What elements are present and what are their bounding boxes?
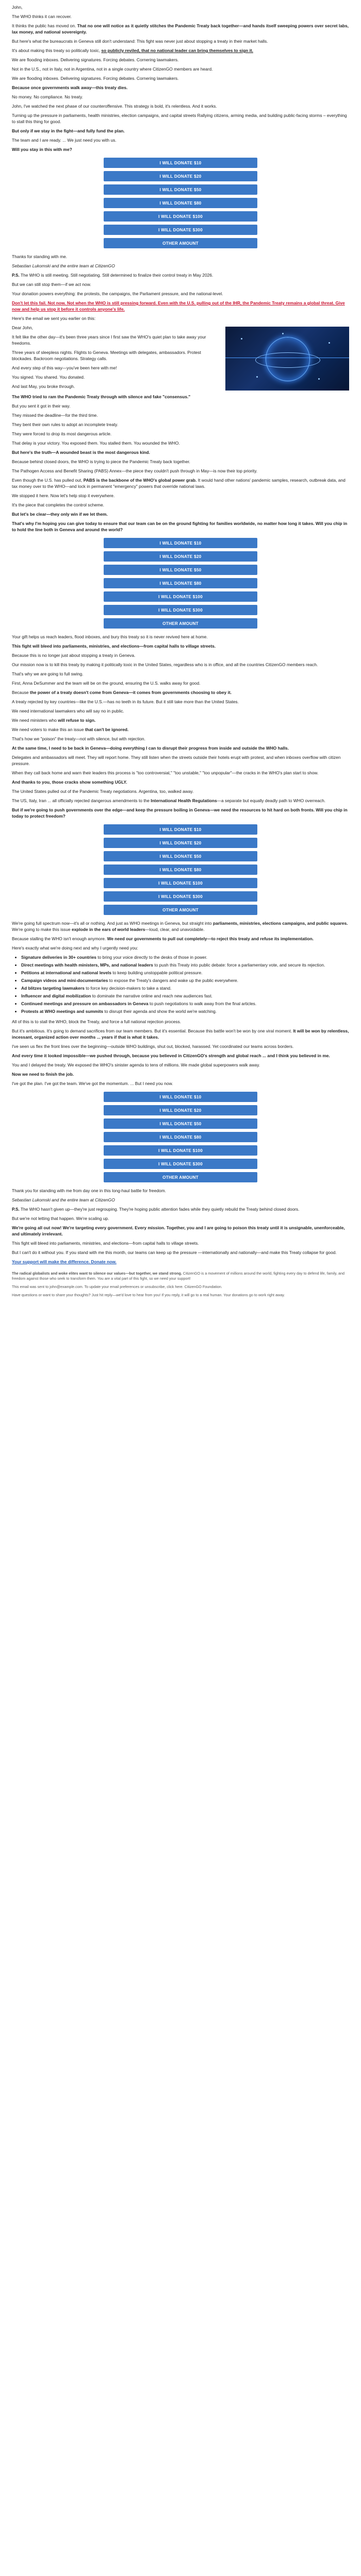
plan-paragraph: All of this is to stall the WHO, block the Treaty, and force a full national rejection process. [12,1019,182,1024]
mid-paragraph: That's why we are going to full swing. [12,671,84,676]
donate-20-button[interactable]: I WILL DONATE $20 [104,838,257,848]
intro-paragraph: The team and I are ready. ... We just need you with us. [12,138,117,143]
donate-100-button[interactable]: I WILL DONATE $100 [104,211,257,222]
donate-80-button[interactable]: I WILL DONATE $80 [104,865,257,875]
plan-paragraph: You and I delayed the treaty. We exposed the WHO's sinister agenda to tens of millions. We made global superpowers walk away. [12,1062,260,1067]
intro-paragraph: We are flooding inboxes. Delivering signatures. Forcing debates. Cornering lawmakers. [12,76,179,81]
thanks-line: Thank you for standing with me from day one in this long-haul battle for freedom. [12,1188,166,1193]
mid-paragraph: We need international lawmakers who will say no in public. [12,708,124,714]
intro-paragraph: It's about making this treaty so politically toxic, so publicly reviled, that no national leader can bring themselves to sign it. [12,48,253,53]
donate-50-button[interactable]: I WILL DONATE $50 [104,1118,257,1129]
intro-paragraph: No money. No compliance. No treaty. [12,94,83,99]
donate-other-button[interactable]: OTHER AMOUNT [104,238,257,248]
intro-paragraph: Turning up the pressure in parliaments, health ministries, election campaigns, and capital streets Rallying citizens, arming media, and building public-facing storms – everything to stall this thing for good. [12,113,347,124]
letter-paragraph: Because behind closed doors, the WHO is trying to piece the Pandemic Treaty back together. [12,459,190,464]
mid-paragraph: That's how we "poison" the treaty—not with silence, but with rejection. [12,736,145,741]
postscript-emphasis: We're going all out now! We're targeting every government. Every mission. Together, you and I are going to poison this treaty until it is unsignable, unenforceable, and ultimately irrelevant. [12,1225,345,1236]
greeting: John, [12,5,23,10]
list-item: • Continued meetings and pressure on ambassadors in Geneva to push negotiations to walk away from the final articles. [21,1001,349,1007]
letter-emphasis: But here's the truth—A wounded beast is the most dangerous kind. [12,450,150,455]
mid-emphasis: And thanks to you, those cracks show something UGLY. [12,779,127,785]
letter-emphasis: That's why I'm hoping you can give today to ensure that our team can be on the ground fighting for families worldwide, no matter how long it takes. Will you chip in to hold the line both in Geneva and around the world? [12,521,348,532]
footer-unsubscribe[interactable]: This email was sent to john@example.com. To update your email preferences or unsubscribe, click here. CitizenGO Foundation. [12,1284,222,1289]
signature: Sebastian Lukomski and the entire team at CitizenGO [12,263,115,268]
donate-50-button[interactable]: I WILL DONATE $50 [104,184,257,195]
donate-100-button[interactable]: I WILL DONATE $100 [104,1145,257,1156]
donate-100-button[interactable]: I WILL DONATE $100 [104,591,257,602]
letter-paragraph: Three years of sleepless nights. Flights to Geneva. Meetings with delegates, ambassadors. Protest blockades. Backroom negotiations. Strategy calls. [12,350,201,361]
intro-paragraph: Not in the U.S., not in Italy, not in Argentina, not in a single country where CitizenGO members are heard. [12,66,213,72]
donate-20-button[interactable]: I WILL DONATE $20 [104,1105,257,1115]
postscript-line: Your donation powers everything: the protests, the campaigns, the Parliament pressure, and the national-level. [12,291,223,296]
letter-paragraph: But you sent it got in their way. [12,403,71,409]
mid-paragraph: Because this is no longer just about stopping a treaty in Geneva. [12,653,136,658]
email-body [12,0,349,1298]
letter-paragraph: The Pathogen Access and Benefit Sharing (PABS) Annex—the piece they couldn't push through in May—is now their top priority. [12,468,258,473]
donate-10-button[interactable]: I WILL DONATE $10 [104,1092,257,1102]
donate-300-button[interactable]: I WILL DONATE $300 [104,1159,257,1169]
donate-300-button[interactable]: I WILL DONATE $300 [104,891,257,902]
mid-paragraph: A treaty rejected by key countries—like the U.S.—has no teeth in its future. But it still take more than the United States. [12,699,239,704]
intro-emphasis: But only if we stay in the fight—and fully fund the plan. [12,128,125,133]
letter-paragraph: It felt like the other day—it's been three years since I first saw the WHO's quiet plan to take away your freedoms. [12,334,206,346]
donation-buttons [12,824,349,915]
donate-300-button[interactable]: I WILL DONATE $300 [104,605,257,615]
list-item: • Protests at WHO meetings and summits to disrupt their agenda and show the world we're watching. [21,1008,349,1014]
plan-paragraph: I've got the plan. I've got the team. We've got the momentum. ... But I need you now. [12,1081,173,1086]
globe-hero-image [225,327,349,391]
donate-other-button[interactable]: OTHER AMOUNT [104,618,257,629]
mid-paragraph: Delegates and ambassadors will meet. They will report home. They still listen when the streets outside their hotels erupt with protest, and when inboxes overflow with citizen pressure. [12,755,341,766]
donate-other-button[interactable]: OTHER AMOUNT [104,905,257,915]
donate-100-button[interactable]: I WILL DONATE $100 [104,878,257,888]
postscript-line: But I can't do it without you. If you stand with me this month, our teams can keep up the pressure —internationally and nationally—and make this Treaty collapse for good. [12,1250,337,1255]
letter-paragraph: That delay is your victory. You exposed them. You stalled them. You wounded the WHO. [12,440,180,446]
mid-paragraph: Because the power of a treaty doesn't come from Geneva—it comes from governments choosing to obey it. [12,690,232,695]
mid-paragraph: We need voters to make this an issue that can't be ignored. [12,727,129,732]
plan-emphasis: Now we need to finish the job. [12,1072,74,1077]
letter-paragraph: Even though the U.S. has pulled out, PABS is the backbone of the WHO's global power grab. It would hand other nations' pandemic samples, research, outbreak data, and tax money over to the WHO—and lock in permanent "emergency" powers that override national laws. [12,478,346,489]
donate-20-button[interactable]: I WILL DONATE $20 [104,171,257,181]
donate-10-button[interactable]: I WILL DONATE $10 [104,824,257,835]
intro-paragraph: It thinks the public has moved on. That no one will notice as it quietly stitches the Pandemic Treaty back together—and hands itself sweeping powers over secret labs, lax money, and national sovereignty. [12,23,349,35]
donate-20-button[interactable]: I WILL DONATE $20 [104,551,257,562]
postscript-line: But we can still stop them—if we act now. [12,282,91,287]
donate-other-button[interactable]: OTHER AMOUNT [104,1172,257,1182]
donate-80-button[interactable]: I WILL DONATE $80 [104,578,257,588]
list-item: • Ad blitzes targeting lawmakers to force key decision-makers to take a stand. [21,985,349,991]
postscript-line: This fight will bleed into parliaments, ministries, and elections—from capital halls to village streets. [12,1241,199,1246]
donate-50-button[interactable]: I WILL DONATE $50 [104,565,257,575]
donation-buttons [12,158,349,248]
letter-paragraph: And last May, you broke through. [12,384,75,389]
list-item: • Petitions at international and national levels to keep building unstoppable political pressure. [21,970,349,976]
mid-paragraph: When they call back home and warn their leaders this process is "too controversial," "too unstable," "too unpopular"—the cracks in the WHO's plan start to show. [12,770,319,775]
mid-emphasis: At the same time, I need to be back in Geneva—doing everything I can to disrupt their progress from inside and outside the WHO halls. [12,745,289,751]
earlier-email-note: Here's the email we sent you earlier on this: [12,316,96,321]
postscript: P.S. The WHO is still meeting. Still negotiating. Still determined to finalize their control treaty in May 2026. [12,273,214,278]
action-plan-list [21,954,349,1014]
urgent-donate-link[interactable]: Don't let this fail. Not now. Not when the WHO is still pressing forward. Even with the U.S. pulling out of the IHR, the Pandemic Treaty remains a global threat. Give now and help us stop it before it controls anyone's life. [12,300,345,312]
letter-paragraph: They were forced to drop its most dangerous article. [12,431,112,436]
postscript-line: But we're not letting that happen. We're scaling up. [12,1216,109,1221]
letter-paragraph: We stopped it here. Now let's help stop it everywhere. [12,493,115,498]
mid-emphasis: But if we're going to push governments over the edge—and keep the pressure boiling in Geneva—we need the resources to hit hard on both fronts. Will you chip in today to protect freedom? [12,807,348,819]
donation-ask: Will you stay in this with me? [12,147,72,152]
mid-paragraph: First, Anna DeSummer and the team will be on the ground, ensuring the U.S. walks away for good. [12,681,201,686]
intro-paragraph: John, I've watched the next phase of our counteroffensive. This strategy is bold, it's relentless. And it works. [12,104,217,109]
list-item: • Campaign videos and mini-documentaries to expose the Treaty's dangers and wake up the public everywhere. [21,977,349,984]
list-item: • Direct meetings with health ministers, MPs, and national leaders to push this Treaty into public debate: force a parliamentary vote, and secure its rejection. [21,962,349,968]
list-item: • Signature deliveries in 30+ countries to bring your voice directly to the desks of those in power. [21,954,349,960]
letter-emphasis: The WHO tried to ram the Pandemic Treaty through with silence and fake "consensus." [12,394,191,399]
letter-paragraph: You signed. You shared. You donated. [12,375,85,380]
donation-buttons [12,538,349,629]
letter-paragraph: They bent their own rules to adopt an incomplete treaty. [12,422,119,427]
donate-50-button[interactable]: I WILL DONATE $50 [104,851,257,861]
donate-80-button[interactable]: I WILL DONATE $80 [104,198,257,208]
donate-10-button[interactable]: I WILL DONATE $10 [104,538,257,548]
signature: Sebastian Lukomski and the entire team at CitizenGO [12,1197,115,1202]
postscript: P.S. The WHO hasn't given up—they're just regrouping. They're hoping public attention fades while they quietly rebuild the Treaty behind closed doors. [12,1207,300,1212]
letter-paragraph: And every step of this way—you've been here with me! [12,365,117,370]
donation-buttons [12,1092,349,1182]
letter-paragraph: They missed the deadline—for the third time. [12,413,98,418]
donate-300-button[interactable]: I WILL DONATE $300 [104,225,257,235]
intro-paragraph: But here's what the bureaucrats in Geneva still don't understand: This fight was never just about stopping a treaty in their market halls. [12,39,268,44]
mid-paragraph: Your gift helps us reach leaders, flood inboxes, and bury this treaty so it is never revived here at home. [12,634,208,639]
thanks-line: Thanks for standing with me. [12,254,68,259]
letter-paragraph: It's the piece that completes the control scheme. [12,502,104,507]
letter-emphasis: But let's be clear—they only win if we let them. [12,512,108,517]
donate-10-button[interactable]: I WILL DONATE $10 [104,158,257,168]
mid-emphasis: This fight will bleed into parliaments, ministries, and elections—from capital halls to village streets. [12,643,216,649]
mid-paragraph: Our mission now is to kill this treaty by making it politically toxic in the United States, regardless who is in office, and all the countries CitizenGO members reach. [12,662,318,667]
plan-paragraph: We're going full spectrum now—it's all or nothing. And just as WHO meetings in Geneva, but straight into parliaments, ministries, elections campaigns, and public squares. We're going to make this issue explode in the ears of world leaders—loud, clear, and unavoidable. [12,921,348,932]
intro-paragraph: We are flooding inboxes. Delivering signatures. Forcing debates. Cornering lawmakers. [12,57,179,62]
mid-paragraph: We need ministers who will refuse to sign. [12,718,96,723]
letter-greeting: Dear John, [12,325,33,330]
intro-emphasis: Because once governments walk away—this treaty dies. [12,85,128,90]
donate-now-link[interactable]: Your support will make the difference. Donate now. [12,1259,117,1264]
footer-mission: The radical globalists and woke elites want to silence our values—but together, we stand strong. CitizenGO is a movement of millions around the world, fighting every day to defend life, family, and freedom against those who seek to transform them. You are a vital part of this fight, so we need your support! [12,1271,344,1281]
mid-paragraph: The US, Italy, Iran ... all officially rejected dangerous amendments to the International Health Regulations—a separate but equally deadly path to WHO overreach. [12,798,326,803]
intro-line: The WHO thinks it can recover. [12,14,72,19]
email-footer [12,1271,349,1298]
plan-paragraph: Here's exactly what we're doing next and why I urgently need you: [12,945,138,951]
plan-paragraph: Because stalling the WHO isn't enough anymore. We need our governments to pull out completely—to reject this treaty and refuse its implementation. [12,936,314,941]
plan-emphasis: And every time it looked impossible—we pushed through, because you believed in CitizenGO's strength and global reach ... and I think you believed in me. [12,1053,330,1058]
list-item: • Influencer and digital mobilization to dominate the narrative online and reach new audiences fast. [21,993,349,999]
donate-80-button[interactable]: I WILL DONATE $80 [104,1132,257,1142]
footer-reply-note: Have questions or want to share your thoughts? Just hit reply—we'd love to hear from you! If you reply, it will go to a real human. Your donations go to work right away. [12,1293,285,1297]
plan-paragraph: I've seen us flex the front lines over the beginning—outside WHO buildings, shut out, blocked, harassed. Yet coordinated our teams across borders. [12,1044,294,1049]
plan-paragraph: But it's ambitious. It's going to demand sacrifices from our team members. But it's essential. Because this battle won't be won by one viral moment. It will be won by relentless, incessant, organized action over months ... years if that is what it takes. [12,1028,349,1040]
mid-paragraph: The United States pulled out of the Pandemic Treaty negotiations. Argentina, too, walked away. [12,789,194,794]
